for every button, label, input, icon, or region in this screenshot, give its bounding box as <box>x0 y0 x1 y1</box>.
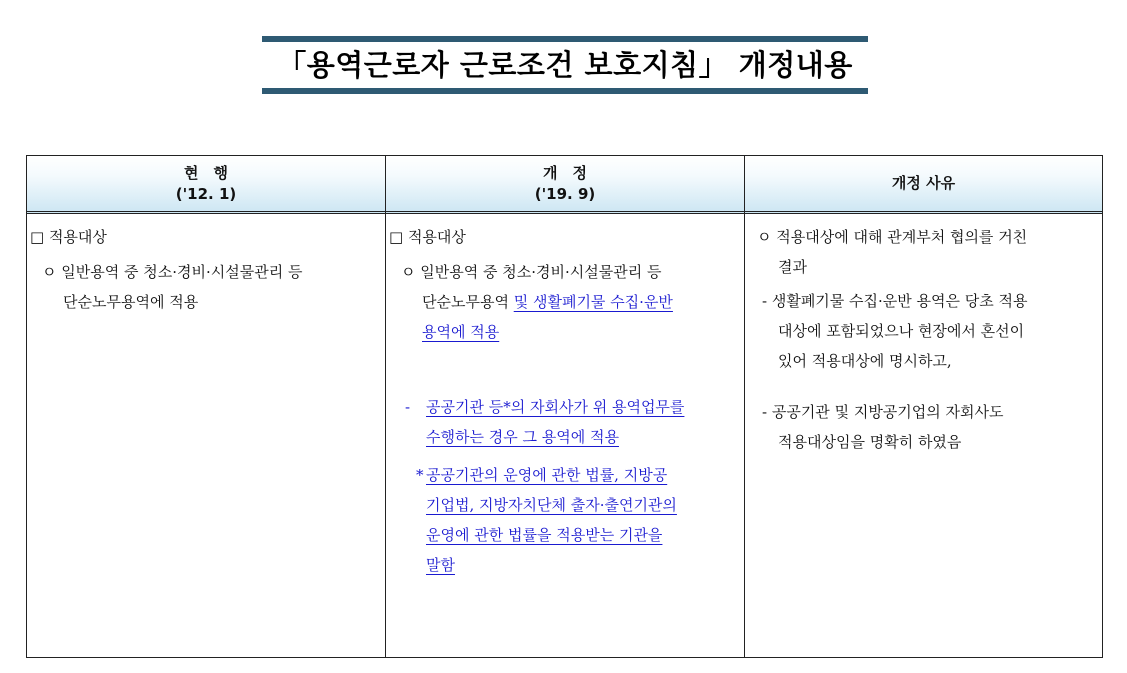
header-current-label: 현 행 <box>184 163 228 182</box>
column-divider <box>385 156 386 657</box>
revised-note-text: 운영에 관한 법률을 적용받는 기관을 <box>426 526 663 544</box>
revised-item-line <box>389 317 739 347</box>
current-item-line: ㅇ 일반용역 중 청소·경비·시설물관리 등 <box>42 263 303 281</box>
reason-line: 있어 적용대상에 명시하고, <box>778 352 952 370</box>
header-revised-label: 개 정 <box>543 163 587 182</box>
revised-item-line: ㅇ 일반용역 중 청소·경비·시설물관리 등 <box>401 263 662 281</box>
column-divider <box>744 156 745 657</box>
reason-cell <box>757 222 1099 457</box>
reason-line: 적용대상임을 명확히 하였음 <box>778 433 962 451</box>
header-reason-label: 개정 사유 <box>891 174 956 192</box>
document-title-block <box>262 36 868 94</box>
revised-note-text: 기업법, 지방자치단체 출자·출연기관의 <box>426 496 677 514</box>
current-cell <box>30 222 380 317</box>
revised-added-text: 및 생활폐기물 수집·운반 <box>513 293 673 311</box>
revised-item-text: 단순노무용역 <box>422 293 514 311</box>
revised-item-line <box>389 287 739 317</box>
reason-line: ㅇ 적용대상에 대해 관계부처 협의를 거친 <box>757 228 1028 246</box>
header-revised <box>386 156 744 211</box>
revised-dash-line <box>389 392 739 422</box>
comparison-table <box>26 155 1103 658</box>
reason-line: - 생활폐기물 수집·운반 용역은 당초 적용 <box>762 292 1028 310</box>
dash-mark: - <box>405 398 411 416</box>
current-section-heading: □ 적용대상 <box>30 228 107 246</box>
revised-added-text: 용역에 적용 <box>422 323 500 341</box>
title-bottom-bar <box>262 88 868 94</box>
revised-note-line <box>389 550 739 580</box>
header-separator <box>27 211 1102 214</box>
header-reason <box>745 156 1102 211</box>
note-mark: * <box>416 466 424 484</box>
current-item-line: 단순노무용역에 적용 <box>63 293 199 311</box>
revised-dash-text: 수행하는 경우 그 용역에 적용 <box>426 428 619 446</box>
header-current <box>27 156 385 211</box>
revised-note-line <box>389 460 739 490</box>
revised-note-line <box>389 490 739 520</box>
document-title: 「용역근로자 근로조건 보호지침」 개정내용 <box>277 48 853 82</box>
header-revised-date: ('19. 9) <box>534 184 596 203</box>
revised-note-text: 공공기관의 운영에 관한 법률, 지방공 <box>426 466 668 484</box>
revised-cell <box>389 222 739 580</box>
revised-dash-text: 공공기관 등*의 자회사가 위 용역업무를 <box>426 398 685 416</box>
revised-note-text: 말함 <box>426 556 455 574</box>
revised-note-line <box>389 520 739 550</box>
reason-line: 결과 <box>778 258 807 276</box>
revised-dash-line <box>389 422 739 452</box>
revised-section-heading: □ 적용대상 <box>389 228 466 246</box>
reason-line: 대상에 포함되었으나 현장에서 혼선이 <box>778 322 1025 340</box>
reason-line: - 공공기관 및 지방공기업의 자회사도 <box>762 403 1004 421</box>
header-current-date: ('12. 1) <box>175 184 237 203</box>
